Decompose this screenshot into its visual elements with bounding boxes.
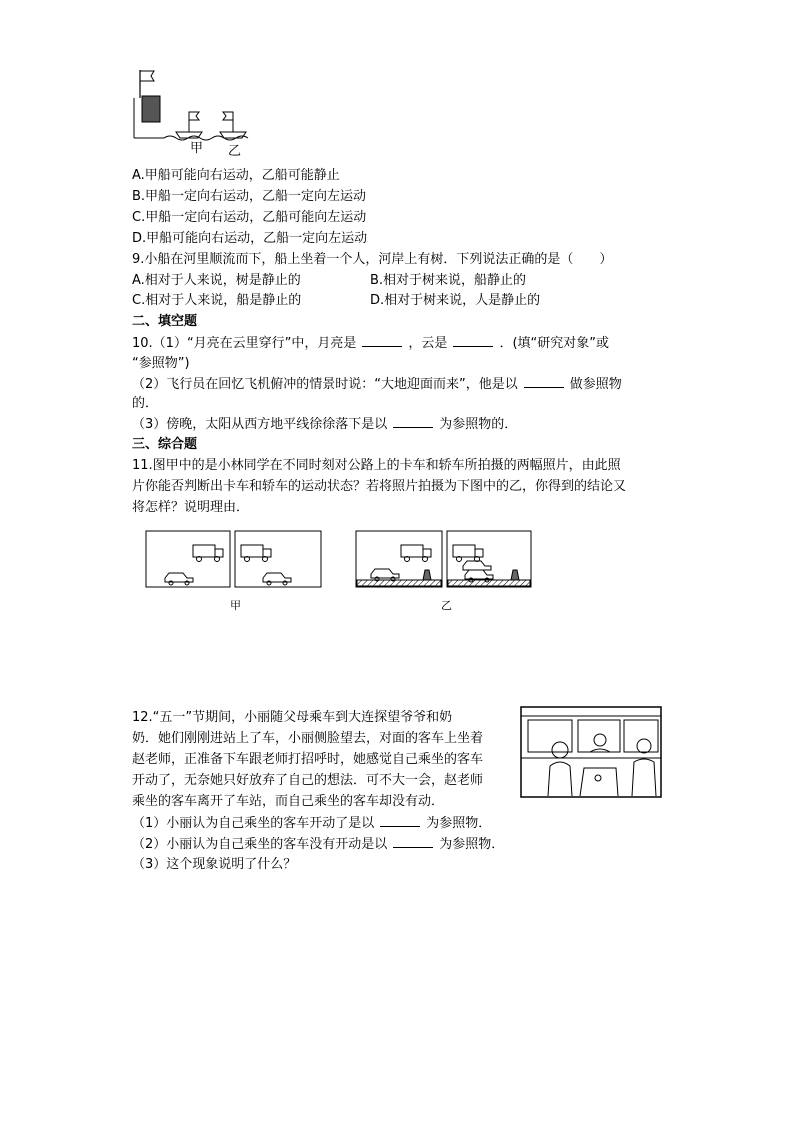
- answer-blank[interactable]: [393, 415, 433, 428]
- q10-line1: [132, 334, 609, 353]
- q9-stem: 9.小船在河里顺流而下，船上坐着一个人，河岸上有树．下列说法正确的是（ ）: [132, 252, 613, 267]
- q10-text-3: ．(填“研究对象”或: [499, 336, 609, 351]
- q12-line2: 奶．她们刚刚进站上了车，小丽侧脸望去，对面的客车上坐着: [132, 731, 484, 746]
- q12-line5: 乘坐的客车离开了车站，而自己乘坐的客车却没有动．: [132, 794, 445, 809]
- q12-sub2-text-a: （2）小丽认为自己乘坐的客车没有开动是以: [132, 837, 388, 852]
- q8-option-d: D.甲船可能向右运动，乙船一定向左运动: [132, 231, 368, 246]
- q10-line4: 的．: [132, 396, 159, 411]
- q10-text-2: ，云是: [408, 336, 448, 351]
- bus-window-figure: [520, 706, 662, 798]
- q11-line1: 11.图甲中的是小林同学在不同时刻对公路上的卡车和轿车所拍摄的两幅照片，由此照: [132, 458, 621, 473]
- q12-sub3: （3）这个现象说明了什么？: [132, 857, 297, 872]
- q10-text-5: 做参照物: [569, 377, 622, 392]
- q10-text-6: （3）傍晚，太阳从西方地平线徐徐落下是以: [132, 417, 388, 432]
- q8-option-a: A.甲船可能向右运动，乙船可能静止: [132, 168, 340, 183]
- q12-line4: 开动了，无奈她只好放弃了自己的想法．可不大一会，赵老师: [132, 773, 484, 788]
- answer-blank[interactable]: [393, 835, 433, 848]
- answer-blank[interactable]: [524, 375, 564, 388]
- boat-label-yi: 乙: [228, 144, 242, 159]
- q11-line2: 片你能否判断出卡车和轿车的运动状态？若将照片拍摄为下图中的乙，你得到的结论又: [132, 479, 627, 494]
- q10-line3: [132, 375, 622, 394]
- section-heading-fill-blank: 二、填空题: [132, 314, 198, 329]
- answer-blank[interactable]: [453, 334, 493, 347]
- q10-line2: “参照物”): [132, 356, 190, 371]
- q12-sub2: [132, 835, 504, 854]
- q9-option-b: B.相对于树来说，船静止的: [370, 273, 527, 288]
- q11-line3: 将怎样？说明理由．: [132, 500, 250, 515]
- q10-text-1: 10.（1）“月亮在云里穿行”中，月亮是: [132, 336, 357, 351]
- q12-line1: 12.“五一”节期间，小丽随父母乘车到大连探望爷爷和奶: [132, 710, 453, 725]
- photo-figure-yi: [355, 530, 535, 590]
- q10-line5: [132, 415, 517, 434]
- caption-jia: 甲: [230, 599, 241, 612]
- boat-label-jia: 甲: [190, 141, 204, 156]
- photo-figure-jia: [145, 530, 325, 590]
- q12-line3: 赵老师，正准备下车跟老师打招呼时，她感觉自己乘坐的客车: [132, 752, 484, 767]
- q12-sub2-text-b: 为参照物．: [439, 837, 505, 852]
- q12-sub1: [132, 814, 491, 833]
- section-heading-comprehensive: 三、综合题: [132, 437, 198, 452]
- caption-yi: 乙: [441, 599, 452, 612]
- q8-option-c: C.甲船一定向右运动，乙船可能向左运动: [132, 210, 367, 225]
- answer-blank[interactable]: [380, 814, 420, 827]
- q12-sub1-text-b: 为参照物．: [426, 816, 492, 831]
- q8-option-b: B.甲船一定向右运动，乙船一定向左运动: [132, 189, 367, 204]
- answer-blank[interactable]: [362, 334, 402, 347]
- q12-sub1-text-a: （1）小丽认为自己乘坐的客车开动了是以: [132, 816, 375, 831]
- q9-option-a: A.相对于人来说，树是静止的: [132, 273, 301, 288]
- q10-text-4: （2）飞行员在回忆飞机俯冲的情景时说：“大地迎面而来”，他是以: [132, 377, 518, 392]
- q10-text-7: 为参照物的．: [439, 417, 518, 432]
- q9-option-d: D.相对于树来说，人是静止的: [370, 293, 541, 308]
- q9-option-c: C.相对于人来说，船是静止的: [132, 293, 302, 308]
